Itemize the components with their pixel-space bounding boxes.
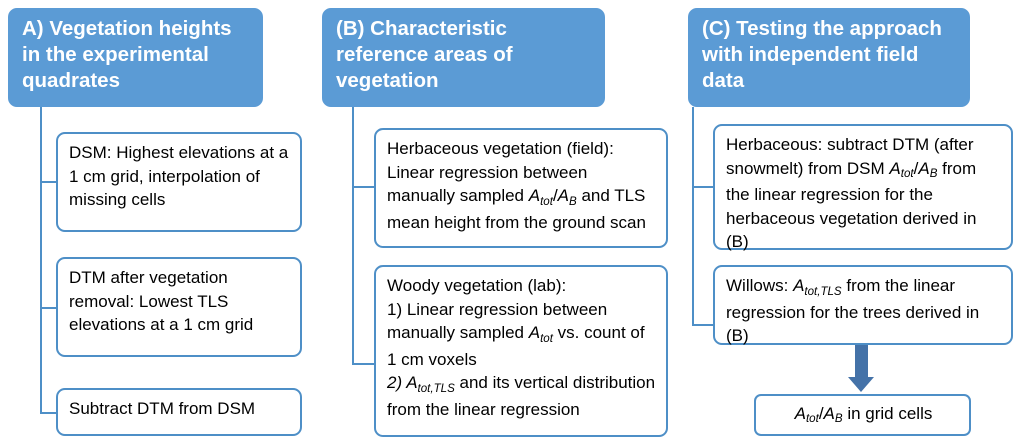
column-a-branch-1 (40, 181, 56, 183)
column-b-branch-1 (352, 186, 374, 188)
column-a-branch-2 (40, 307, 56, 309)
column-a-box-1 (56, 132, 302, 232)
column-a-header (8, 8, 263, 107)
column-c-branch-2 (692, 324, 713, 326)
column-c-result-label: $A_{tot}/A_B$ in grid cells (794, 403, 933, 426)
column-c-box-2-label: Willows: $A_{tot,TLS}$ from the linear regression for the trees derived in (B) (726, 276, 980, 345)
column-c-header-label: (C) Testing the approach with independent field data (702, 17, 942, 92)
result-arrow-stem (855, 345, 868, 379)
column-b-header-label: (B) Characteristic reference areas of vegetation (336, 17, 513, 92)
column-a-box-2 (56, 257, 302, 357)
column-b-box-1 (374, 128, 668, 248)
result-arrow-head (848, 377, 874, 392)
column-a-spine (40, 107, 42, 413)
column-a-box-1-label: DSM: Highest elevations at a 1 cm grid, interpolation of missing cells (69, 143, 289, 209)
column-c-box-2 (713, 265, 1013, 345)
column-a-box-3 (56, 388, 302, 436)
column-c-branch-1 (692, 186, 713, 188)
column-b-header (322, 8, 605, 107)
column-b-box-2 (374, 265, 668, 437)
column-a-box-3-label: Subtract DTM from DSM (69, 399, 256, 418)
column-c-header (688, 8, 970, 107)
column-c-spine (692, 107, 694, 326)
column-b-box-1-label: Herbaceous vegetation (field): Linear regression between manually sampled $A_{tot}/A_B$ and TLS mean height from the ground scan (387, 139, 646, 232)
column-c-result-box (754, 394, 971, 436)
column-b-box-2-label: Woody vegetation (lab): 1) Linear regression between manually sampled $A_{tot}$ vs. count of 1 cm voxels 2) $A_{tot,TLS}$ and its vertical distribution from the linear regression (387, 276, 656, 419)
column-c-box-1 (713, 124, 1013, 250)
column-a-branch-3 (40, 412, 56, 414)
column-a-box-2-label: DTM after vegetation removal: Lowest TLS elevations at a 1 cm grid (69, 268, 254, 334)
column-a-header-label: A) Vegetation heights in the experimental quadrates (22, 17, 232, 92)
column-b-branch-2 (352, 363, 374, 365)
column-c-box-1-label: Herbaceous: subtract DTM (after snowmelt) from DSM $A_{tot}/A_B$ from the linear regression for the herbaceous vegetation derived in (B) (726, 135, 977, 251)
column-b-spine (352, 107, 354, 365)
